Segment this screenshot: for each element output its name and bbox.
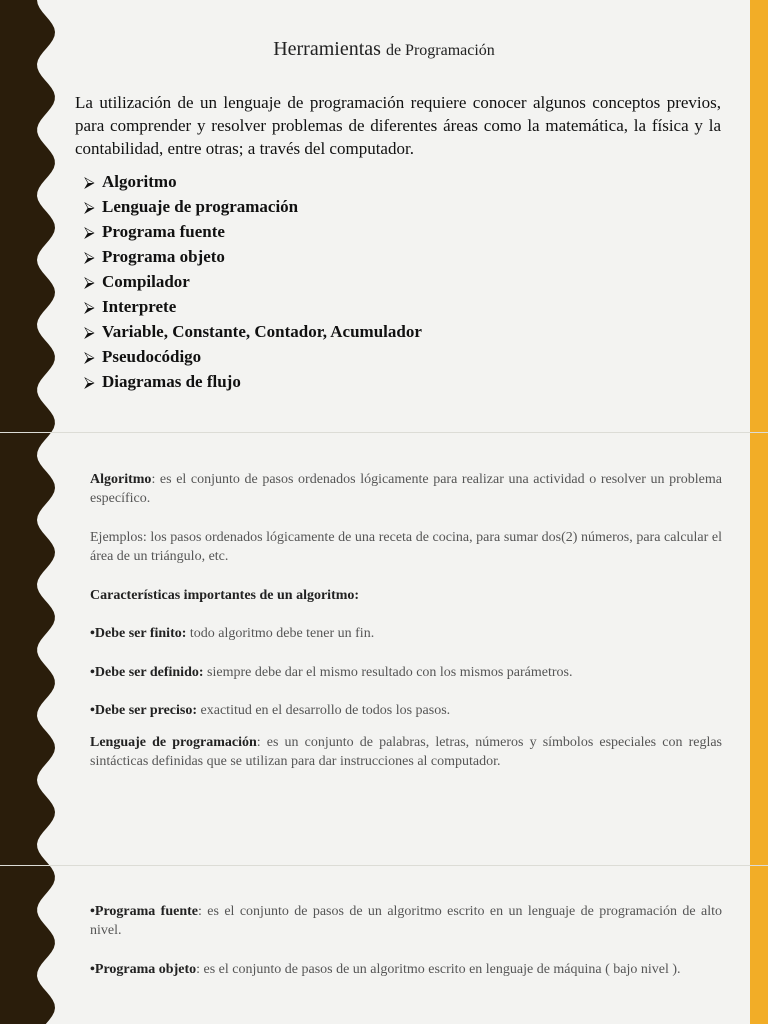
slide-herramientas bbox=[0, 0, 768, 432]
list-item: ⮚ Diagramas de flujo bbox=[84, 370, 422, 395]
slide-title bbox=[0, 38, 768, 61]
list-item: ⮚ Programa objeto bbox=[84, 245, 422, 270]
concepts-list bbox=[84, 170, 422, 395]
list-item: ⮚ Algoritmo bbox=[84, 170, 422, 195]
arrow-bullet-icon: ⮚ bbox=[84, 200, 95, 216]
list-item: ⮚ Lenguaje de programación bbox=[84, 195, 422, 220]
title-sub: de Programación bbox=[385, 42, 495, 59]
arrow-bullet-icon: ⮚ bbox=[84, 275, 95, 291]
slide-programas bbox=[0, 866, 768, 1024]
intro-paragraph: La utilización de un lenguaje de programación requiere conocer algunos conceptos previos, para comprender y resolver problemas de diferentes áreas como la matemática, la física y la contabilidad, entre otras; a través del computador. bbox=[75, 93, 721, 158]
preciso-item: •Debe ser preciso: exactitud en el desarrollo de todos los pasos. bbox=[90, 703, 451, 718]
arrow-bullet-icon: ⮚ bbox=[84, 225, 95, 241]
arrow-bullet-icon: ⮚ bbox=[84, 325, 95, 341]
algoritmo-term: Algoritmo bbox=[90, 472, 152, 487]
definido-item: •Debe ser definido: siempre debe dar el mismo resultado con los mismos parámetros. bbox=[90, 665, 573, 680]
programa-objeto-definition: •Programa objeto: es el conjunto de pasos de un algoritmo escrito en lenguaje de máquina ( bajo nivel ). bbox=[90, 962, 681, 977]
list-item: ⮚ Compilador bbox=[84, 270, 422, 295]
arrow-bullet-icon: ⮚ bbox=[84, 175, 95, 191]
caracteristicas-heading: Características importantes de un algoritmo: bbox=[90, 588, 360, 603]
list-item: ⮚ Programa fuente bbox=[84, 220, 422, 245]
title-main: Herramientas bbox=[273, 38, 381, 60]
list-item: ⮚ Variable, Constante, Contador, Acumulador bbox=[84, 320, 422, 345]
programa-fuente-definition: •Programa fuente: es el conjunto de pasos de un algoritmo escrito en un lenguaje de programación de alto nivel. bbox=[90, 904, 722, 938]
finito-item: •Debe ser finito: todo algoritmo debe tener un fin. bbox=[90, 626, 375, 641]
ejemplos-paragraph: Ejemplos: los pasos ordenados lógicamente de una receta de cocina, para sumar dos(2) números, para calcular el área de un triángulo, etc. bbox=[90, 530, 722, 564]
arrow-bullet-icon: ⮚ bbox=[84, 250, 95, 266]
list-item: ⮚ Pseudocódigo bbox=[84, 345, 422, 370]
algoritmo-definition: Algoritmo: es el conjunto de pasos ordenados lógicamente para realizar una actividad o resolver un problema específico. bbox=[90, 472, 722, 506]
arrow-bullet-icon: ⮚ bbox=[84, 350, 95, 366]
slide-algoritmo bbox=[0, 433, 768, 865]
arrow-bullet-icon: ⮚ bbox=[84, 375, 95, 391]
arrow-bullet-icon: ⮚ bbox=[84, 300, 95, 316]
list-item: ⮚ Interprete bbox=[84, 295, 422, 320]
lenguaje-definition: Lenguaje de programación: es un conjunto de palabras, letras, números y símbolos especiales con reglas sintácticas definidas que se utilizan para dar instrucciones al computador. bbox=[90, 735, 722, 769]
